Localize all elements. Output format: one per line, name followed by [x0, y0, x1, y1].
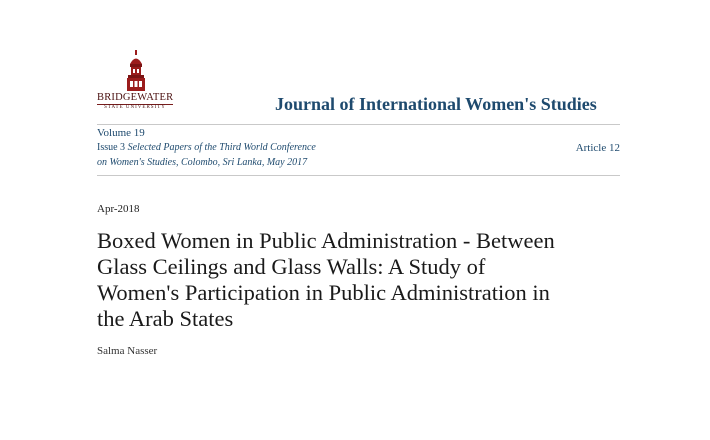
article-title-line: the Arab States — [97, 306, 234, 331]
volume-link[interactable]: Volume 19 — [97, 127, 145, 139]
article-title-line: Boxed Women in Public Administration - Between — [97, 228, 555, 253]
issue-number: Issue 3 — [97, 142, 126, 153]
article-number: Article 12 — [575, 142, 620, 154]
divider-bottom — [97, 175, 620, 176]
publication-date: Apr-2018 — [97, 203, 140, 215]
article-title — [97, 228, 617, 332]
university-logo[interactable] — [97, 50, 175, 114]
article-title-line: Glass Ceilings and Glass Walls: A Study of — [97, 254, 486, 279]
issue-info — [97, 127, 620, 173]
header — [97, 50, 620, 124]
author-name[interactable]: Salma Nasser — [97, 345, 158, 357]
logo-subtitle: STATE UNIVERSITY — [104, 105, 166, 110]
journal-title-link[interactable]: Journal of International Women's Studies — [275, 94, 597, 114]
issue-title-line-2[interactable]: on Women's Studies, Colombo, Sri Lanka, May 2017 — [97, 157, 308, 168]
issue-title-line-1: Selected Papers of the Third World Conference — [127, 142, 316, 153]
article-title-line: Women's Participation in Public Administration in — [97, 280, 550, 305]
divider-top — [97, 124, 620, 125]
logo-name: BRIDGEWATER — [97, 92, 174, 103]
university-tower-icon — [97, 50, 175, 92]
issue-link[interactable] — [97, 142, 316, 153]
